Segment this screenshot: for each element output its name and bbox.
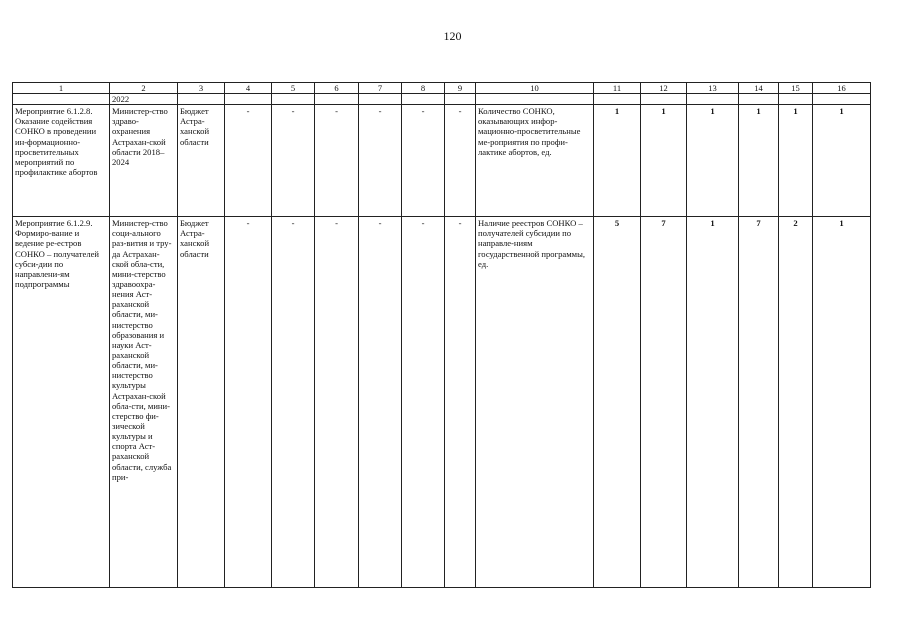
funding-source: Бюджет Астра-ханской области — [178, 105, 225, 217]
column-header-5: 5 — [272, 83, 315, 94]
column-header-4: 4 — [225, 83, 272, 94]
empty-cell — [594, 94, 641, 105]
value-cell: - — [315, 217, 359, 588]
column-header-1: 1 — [13, 83, 110, 94]
empty-cell — [13, 94, 110, 105]
value-cell: - — [359, 105, 402, 217]
value-cell: - — [225, 105, 272, 217]
column-number-row — [13, 83, 871, 94]
activity-name: Мероприятие 6.1.2.9. Формиро-вание и ведение ре-естров СОНКО – получателей субси-дии по направлени-ям подпрограммы — [13, 217, 110, 588]
table-row — [13, 217, 871, 588]
indicator-value: 2 — [779, 217, 813, 588]
table-row — [13, 105, 871, 217]
empty-cell — [476, 94, 594, 105]
executor-cell: Министер-ство здраво-охранения Астрахан-ской области 2018–2024 — [110, 105, 178, 217]
indicator-value: 1 — [687, 217, 739, 588]
value-cell: - — [445, 217, 476, 588]
value-cell: - — [402, 217, 445, 588]
column-header-13: 13 — [687, 83, 739, 94]
empty-cell — [178, 94, 225, 105]
executor-cell: Министер-ство соци-ального раз-вития и тру-да Астрахан-ской обла-сти, мини-стерство здравоохра-нения Аст-раханской области, ми-нистерство образования и науки Аст-раханской области, ми-нистерство культуры Астрахан-ской обла-сти, мини-стерство фи-зической культуры и спорта Аст-раханской области, служба при- — [110, 217, 178, 588]
empty-cell — [402, 94, 445, 105]
indicator-value: 1 — [813, 217, 871, 588]
value-cell: - — [402, 105, 445, 217]
column-header-8: 8 — [402, 83, 445, 94]
indicator-value: 5 — [594, 217, 641, 588]
column-header-12: 12 — [641, 83, 687, 94]
empty-cell — [272, 94, 315, 105]
empty-cell — [641, 94, 687, 105]
value-cell: - — [359, 217, 402, 588]
year-row — [13, 94, 871, 105]
activity-name: Мероприятие 6.1.2.8. Оказание содействия СОНКО в проведении ин-формационно-просветительных мероприятий по профилактике абортов — [13, 105, 110, 217]
empty-cell — [445, 94, 476, 105]
column-header-2: 2 — [110, 83, 178, 94]
indicator-value: 7 — [641, 217, 687, 588]
column-header-3: 3 — [178, 83, 225, 94]
value-cell: - — [225, 217, 272, 588]
column-header-11: 11 — [594, 83, 641, 94]
indicator-value: 1 — [739, 105, 779, 217]
indicator-value: 1 — [779, 105, 813, 217]
value-cell: - — [315, 105, 359, 217]
value-cell: - — [272, 105, 315, 217]
empty-cell — [315, 94, 359, 105]
empty-cell — [687, 94, 739, 105]
empty-cell — [225, 94, 272, 105]
column-header-10: 10 — [476, 83, 594, 94]
empty-cell — [779, 94, 813, 105]
page-number: 120 — [443, 29, 462, 43]
column-header-14: 14 — [739, 83, 779, 94]
indicator-value: 1 — [594, 105, 641, 217]
column-header-16: 16 — [813, 83, 871, 94]
empty-cell — [739, 94, 779, 105]
column-header-9: 9 — [445, 83, 476, 94]
empty-cell — [813, 94, 871, 105]
indicator-value: 1 — [687, 105, 739, 217]
column-header-6: 6 — [315, 83, 359, 94]
column-header-7: 7 — [359, 83, 402, 94]
funding-source: Бюджет Астра-ханской области — [178, 217, 225, 588]
value-cell: - — [272, 217, 315, 588]
indicator-value: 1 — [813, 105, 871, 217]
indicator-value: 7 — [739, 217, 779, 588]
year-cell: 2022 — [110, 94, 178, 105]
indicator-value: 1 — [641, 105, 687, 217]
indicator-cell: Наличие реестров СОНКО – получателей субсидии по направле-ниям государственной программы, ед. — [476, 217, 594, 588]
empty-cell — [359, 94, 402, 105]
value-cell: - — [445, 105, 476, 217]
program-activities-table — [12, 82, 871, 588]
column-header-15: 15 — [779, 83, 813, 94]
indicator-cell: Количество СОНКО, оказывающих инфор-мационно-просветительные ме-роприятия по профи-лактике абортов, ед. — [476, 105, 594, 217]
